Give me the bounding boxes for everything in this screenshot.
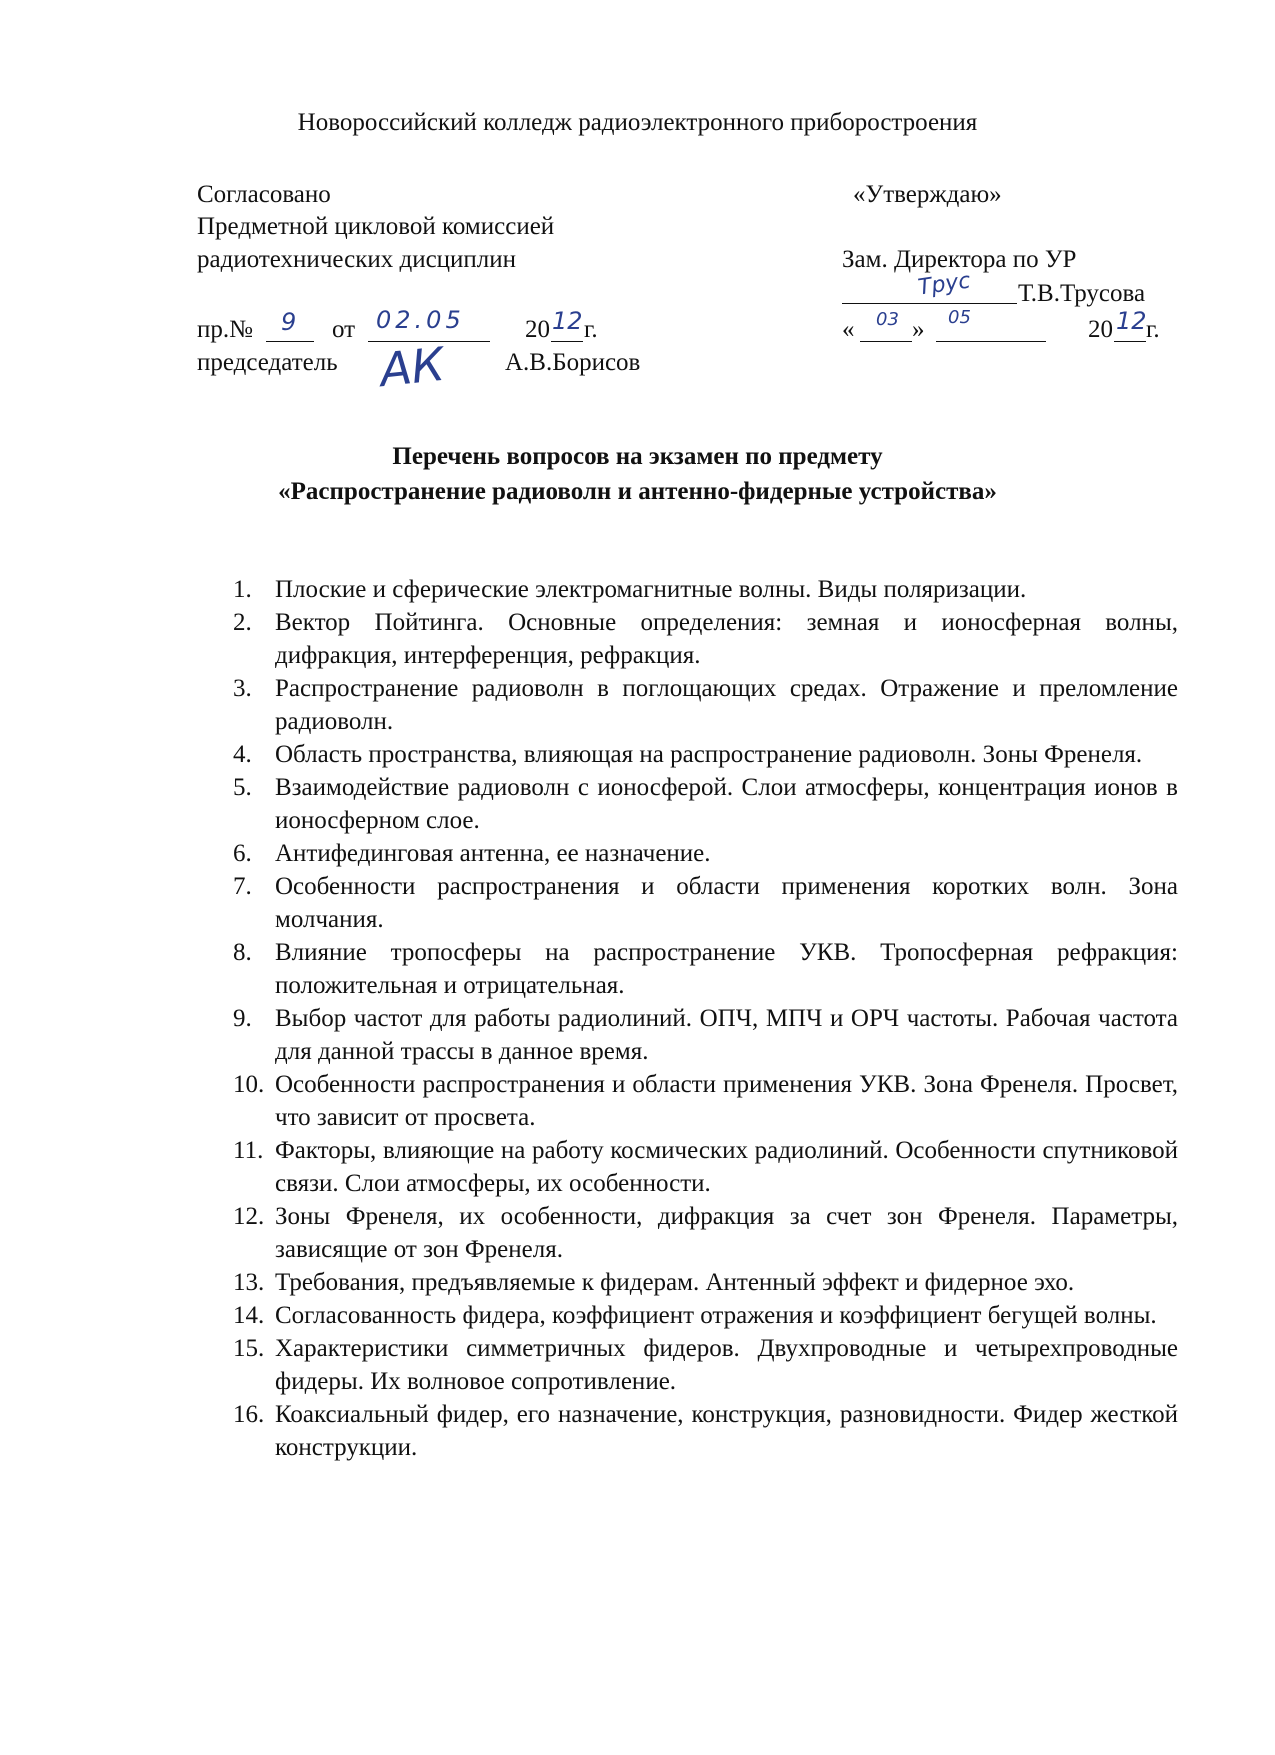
question-text: Выбор частот для работы радиолиний. ОПЧ, МПЧ и ОРЧ частоты. Рабочая частота для данной трассы в данное время. [275, 1005, 1178, 1065]
question-item [233, 771, 1178, 837]
question-text: Характеристики симметричных фидеров. Двухпроводные и четырехпроводные фидеры. Их волновое сопротивление. [275, 1335, 1178, 1395]
question-text: Взаимодействие радиоволн с ионосферой. Слои атмосферы, концентрация ионов в ионосферном слое. [275, 774, 1178, 834]
protocol-year-prefix: 20 [525, 316, 550, 343]
question-item [233, 1398, 1178, 1464]
chair-name: А.В.Борисов [505, 349, 641, 376]
question-number: 6. [233, 840, 252, 867]
question-item [233, 738, 1178, 771]
agreed-commission: Предметной цикловой комиссией [197, 213, 555, 240]
question-number: 15. [233, 1335, 265, 1362]
question-text: Влияние тропосферы на распространение УКВ. Тропосферная рефракция: положительная и отрицательная. [275, 939, 1178, 999]
approve-year-line [1114, 341, 1146, 342]
chair-label: председатель [197, 349, 338, 376]
protocol-date-handwritten: 02.05 [376, 306, 465, 334]
college-name: Новороссийский колледж радиоэлектронного приборостроения [297, 109, 978, 136]
question-number: 10. [233, 1071, 265, 1098]
question-number: 9. [233, 1005, 252, 1032]
protocol-year-line [551, 341, 583, 342]
approve-month-line [936, 341, 1046, 342]
question-number: 16. [233, 1401, 265, 1428]
approve-quote-close: » [912, 316, 925, 343]
approve-month-handwritten: 05 [948, 307, 971, 328]
approve-name: Т.В.Трусова [1018, 280, 1146, 307]
question-number: 7. [233, 873, 252, 900]
question-text: Зоны Френеля, их особенности, дифракция за счет зон Френеля. Параметры, зависящие от зон Френеля. [275, 1203, 1178, 1263]
question-number: 3. [233, 675, 252, 702]
question-text: Плоские и сферические электромагнитные волны. Виды поляризации. [275, 576, 1027, 603]
document-title-line1: Перечень вопросов на экзамен по предмету [392, 443, 883, 470]
approve-quote-open: « [842, 316, 855, 343]
question-item [233, 936, 1178, 1002]
question-text: Распространение радиоволн в поглощающих средах. Отражение и преломление радиоволн. [275, 675, 1178, 735]
question-number: 13. [233, 1269, 265, 1296]
question-number: 14. [233, 1302, 265, 1329]
agreed-title: Согласовано [197, 181, 331, 208]
approve-year-prefix: 20 [1088, 316, 1113, 343]
question-number: 12. [233, 1203, 265, 1230]
document-title-line2: «Распространение радиоволн и антенно-фидерные устройства» [278, 478, 997, 505]
question-text: Согласованность фидера, коэффициент отражения и коэффициент бегущей волны. [275, 1302, 1157, 1329]
question-item [233, 1002, 1178, 1068]
questions-list [233, 573, 1178, 1464]
approve-title: «Утверждаю» [853, 181, 1002, 208]
question-text: Коаксиальный фидер, его назначение, конструкция, разновидности. Фидер жесткой конструкции. [275, 1401, 1178, 1461]
question-text: Вектор Пойтинга. Основные определения: земная и ионосферная волны, дифракция, интерференция, рефракция. [275, 609, 1178, 669]
question-item [233, 672, 1178, 738]
question-text: Антифединговая антенна, ее назначение. [275, 840, 711, 867]
question-item [233, 1299, 1178, 1332]
question-number: 4. [233, 741, 252, 768]
protocol-year-suffix: г. [584, 316, 598, 343]
question-item [233, 573, 1178, 606]
question-text: Требования, предъявляемые к фидерам. Антенный эффект и фидерное эхо. [275, 1269, 1075, 1296]
agreed-disciplines: радиотехнических дисциплин [197, 246, 517, 273]
question-item [233, 870, 1178, 936]
question-item [233, 1068, 1178, 1134]
question-item [233, 1332, 1178, 1398]
approve-signature-line [842, 303, 1017, 304]
protocol-number-line [266, 341, 314, 342]
question-number: 8. [233, 939, 252, 966]
question-text: Факторы, влияющие на работу космических радиолиний. Особенности спутниковой связи. Слои атмосферы, их особенности. [275, 1137, 1178, 1197]
question-text: Особенности распространения и области применения УКВ. Зона Френеля. Просвет, что зависит от просвета. [275, 1071, 1178, 1131]
approve-day-line [860, 341, 912, 342]
question-item [233, 606, 1178, 672]
question-text: Область пространства, влияющая на распространение радиоволн. Зоны Френеля. [275, 741, 1143, 768]
question-item [233, 1200, 1178, 1266]
approve-year-handwritten: 12 [1116, 307, 1147, 335]
chair-signature: АК [377, 336, 447, 398]
question-text: Особенности распространения и области применения коротких волн. Зона молчания. [275, 873, 1178, 933]
protocol-from-label: от [332, 316, 356, 343]
question-number: 11. [233, 1137, 264, 1164]
protocol-year-handwritten: 12 [552, 307, 583, 335]
approve-position: Зам. Директора по УР [842, 246, 1077, 273]
protocol-prefix: пр.№ [197, 316, 253, 343]
question-number: 1. [233, 576, 252, 603]
approve-year-suffix: г. [1146, 316, 1160, 343]
question-item [233, 837, 1178, 870]
approve-day-handwritten: 03 [876, 309, 899, 330]
question-number: 5. [233, 774, 252, 801]
question-item [233, 1134, 1178, 1200]
protocol-number-handwritten: 9 [281, 308, 297, 336]
question-item [233, 1266, 1178, 1299]
question-number: 2. [233, 609, 252, 636]
approve-signature: Tруc [916, 268, 973, 301]
